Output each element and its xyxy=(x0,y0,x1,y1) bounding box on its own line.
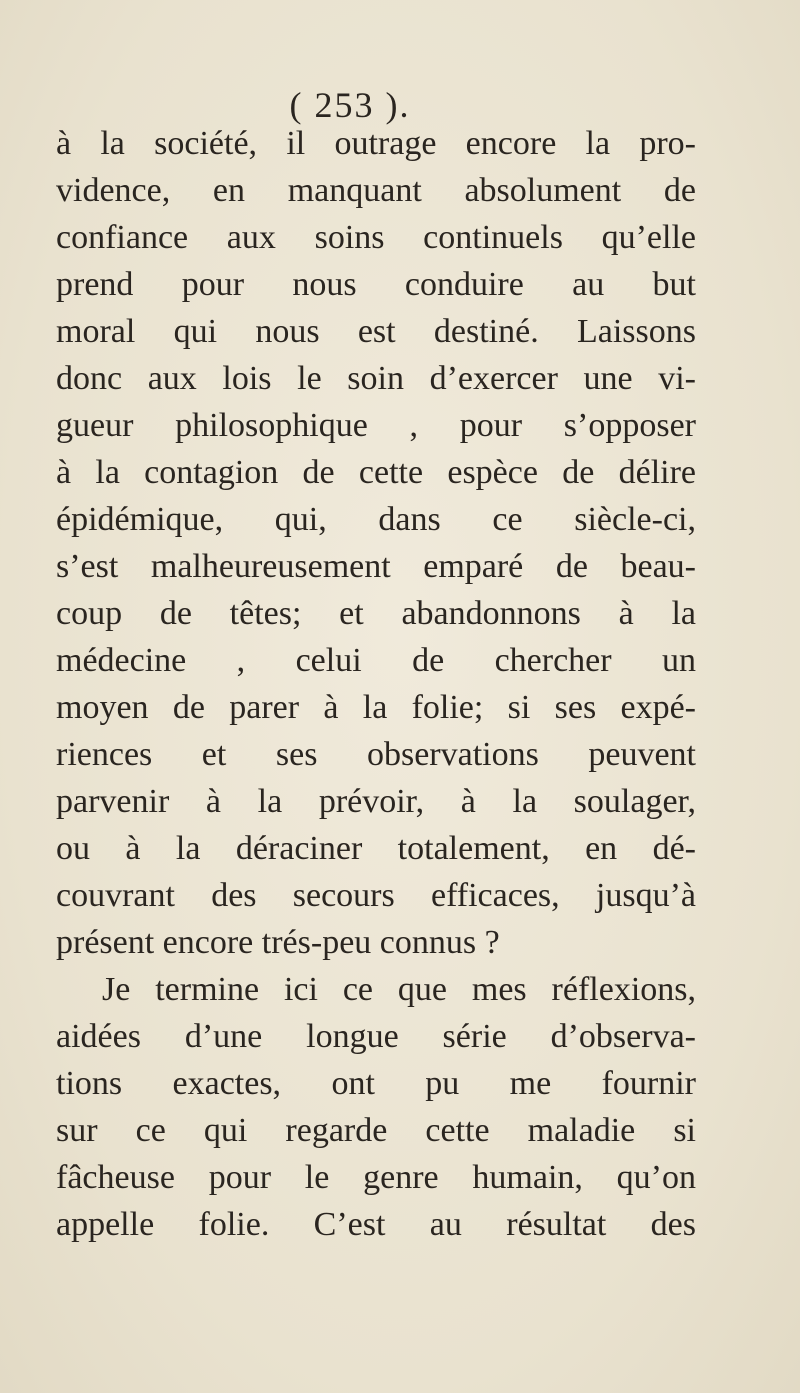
text-line: moral qui nous est destiné. Laissons xyxy=(56,313,696,350)
text-line: gueur philosophique , pour s’opposer xyxy=(56,407,696,444)
text-line: moyen de parer à la folie; si ses expé- xyxy=(56,689,696,726)
page-number: ( 253 ). xyxy=(289,85,411,125)
text-line: donc aux lois le soin d’exercer une vi- xyxy=(56,360,696,397)
text-line: aidées d’une longue série d’observa- xyxy=(56,1018,696,1055)
text-line: épidémique, qui, dans ce siècle-ci, xyxy=(56,501,696,538)
text-line: médecine , celui de chercher un xyxy=(56,642,696,679)
text-line: riences et ses observations peuvent xyxy=(56,736,696,773)
text-line: confiance aux soins continuels qu’elle xyxy=(56,219,696,256)
text-line: couvrant des secours efficaces, jusqu’à xyxy=(56,877,696,914)
text-line: vidence, en manquant absolument de xyxy=(56,172,696,209)
text-line: ou à la déraciner totalement, en dé- xyxy=(56,830,696,867)
text-line: parvenir à la prévoir, à la soulager, xyxy=(56,783,696,820)
text-line: coup de têtes; et abandonnons à la xyxy=(56,595,696,632)
text-line: prend pour nous conduire au but xyxy=(56,266,696,303)
text-line: à la société, il outrage encore la pro- xyxy=(56,125,696,162)
text-line: présent encore trés-peu connus ? xyxy=(56,924,500,961)
text-line: Je termine ici ce que mes réflexions, xyxy=(102,971,696,1008)
text-line: fâcheuse pour le genre humain, qu’on xyxy=(56,1159,696,1196)
body-text xyxy=(56,120,696,1248)
text-line: appelle folie. C’est au résultat des xyxy=(56,1206,696,1243)
text-line: tions exactes, ont pu me fournir xyxy=(56,1065,696,1102)
text-line: à la contagion de cette espèce de délire xyxy=(56,454,696,491)
text-line: s’est malheureusement emparé de beau- xyxy=(56,548,696,585)
text-line: sur ce qui regarde cette maladie si xyxy=(56,1112,696,1149)
